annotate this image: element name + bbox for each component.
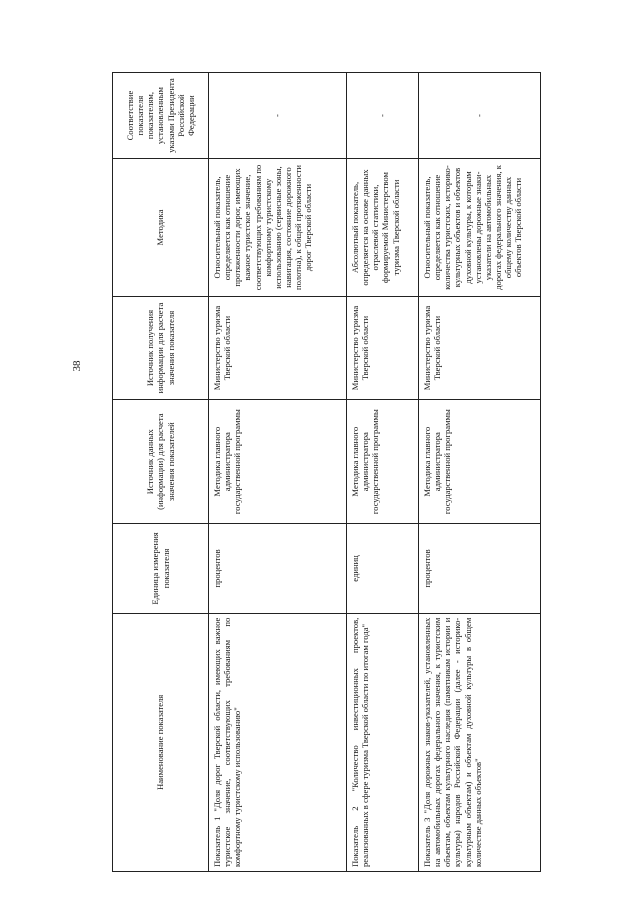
indicator-compliance: - — [209, 73, 347, 159]
table-row — [209, 73, 347, 872]
header-compliance: Соответствие показателя показателям, установленным указами Президента Российской Федерации — [113, 73, 209, 159]
indicator-info-source: Министерство туризма Тверской области — [347, 296, 419, 399]
indicator-unit: единиц — [347, 524, 419, 614]
indicator-unit: процентов — [209, 524, 347, 614]
indicator-data-source: Методика главного администратора государственной программы — [209, 400, 347, 524]
indicator-compliance: - — [347, 73, 419, 159]
indicators-table — [112, 72, 541, 872]
indicator-method: Относительный показатель, определяется как отношение количества туристских, историко-культурных объектов и объектов духовной культуры, к которым установлены дорожные знаки-указатели на автомобильных дорогах федерального значения, к общему количеству данных объектов Тверской области — [419, 159, 541, 297]
indicator-compliance: - — [419, 73, 541, 159]
indicator-name: Показатель 2 "Количество инвестиционных проектов, реализованных в сфере туризма Тверской области по итогам года" — [347, 613, 419, 871]
header-method: Методика — [113, 159, 209, 297]
table-row — [347, 73, 419, 872]
indicator-data-source: Методика главного администратора государственной программы — [419, 400, 541, 524]
rotated-table-container — [112, 72, 540, 872]
table-row — [419, 73, 541, 872]
indicator-name: Показатель 3 "Доля дорожных знаков-указателей, установленных на автомобильных дорогах федерального значения, к туристским объектам, объектам культурного наследия (памятникам истории и культуры) народов Российской Федерации (далее - историко-культурным объектам) и объектам духовной культуры в общем количестве данных объектов" — [419, 613, 541, 871]
indicator-info-source: Министерство туризма Тверской области — [209, 296, 347, 399]
indicator-unit: процентов — [419, 524, 541, 614]
indicator-method: Абсолютный показатель, определяется на основе данных отраслевой статистики, формируемой Министерством туризма Тверской области — [347, 159, 419, 297]
indicator-name: Показатель 1 "Доля дорог Тверской области, имеющих важное туристское значение, соответствующих требованиям по комфортному туристскому использованию" — [209, 613, 347, 871]
header-info-source: Источник получения информации для расчета значения показателя — [113, 296, 209, 399]
indicator-info-source: Министерство туризма Тверской области — [419, 296, 541, 399]
indicator-method: Относительный показатель, определяется как отношение протяженности дорог, имеющих важное туристское значение, соответствующих требованиям по комфортному туристскому использованию (сервисные зоны, навигация, состояние дорожного полотна), к общей протяженности дорог Тверской области — [209, 159, 347, 297]
header-name: Наименование показателя — [113, 613, 209, 871]
indicator-data-source: Методика главного администратора государственной программы — [347, 400, 419, 524]
header-data-source: Источник данных (информации) для расчета значения показателей — [113, 400, 209, 524]
header-unit: Единица измерения показателя — [113, 524, 209, 614]
header-row — [113, 73, 209, 872]
page-number: 38 — [71, 360, 83, 372]
